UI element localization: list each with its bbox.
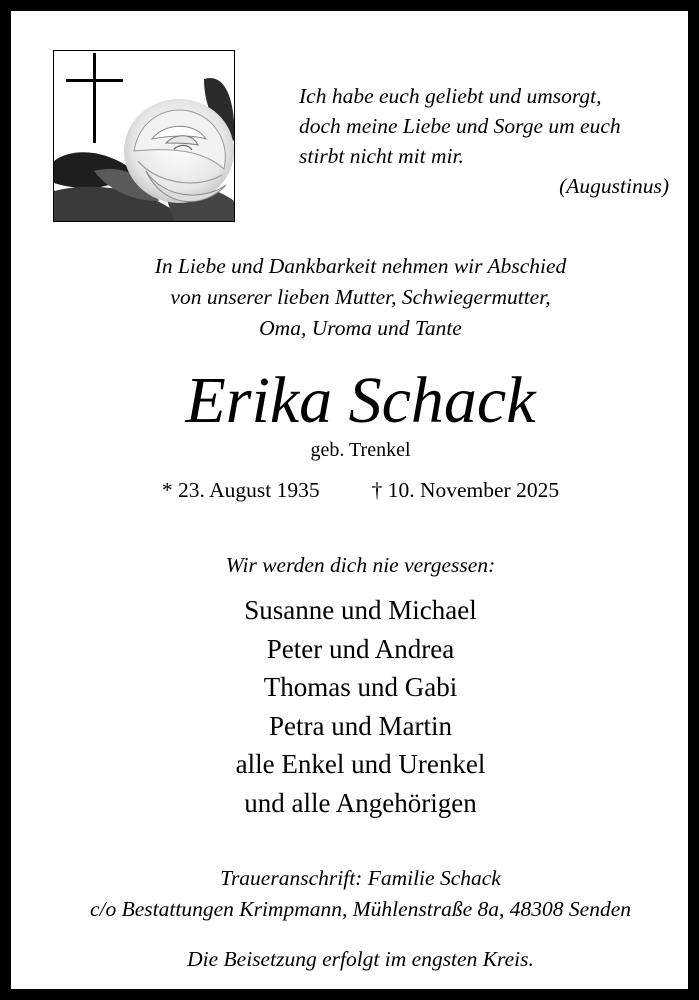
- address-line: c/o Bestattungen Krimpmann, Mühlenstraße 8a, 48308 Senden: [89, 897, 632, 921]
- quote-line: stirbt nicht mit mir.: [299, 144, 464, 168]
- quote-block: [299, 81, 679, 198]
- intro-line: In Liebe und Dankbarkeit nehmen wir Abschied: [154, 254, 567, 278]
- quote-author: (Augustinus): [559, 174, 669, 198]
- life-dates: [22, 476, 699, 504]
- mourners-list: [22, 591, 699, 822]
- birth-date: * 23. August 1935: [161, 478, 320, 502]
- intro-line: von unserer lieben Mutter, Schwiegermutter,: [170, 285, 551, 309]
- burial-note: Die Beisetzung erfolgt im engsten Kreis.: [187, 947, 534, 971]
- rose-icon: [54, 51, 234, 221]
- quote-line: doch meine Liebe und Sorge um euch: [299, 114, 621, 138]
- mourner-name: Peter und Andrea: [266, 633, 455, 664]
- mourner-name: Petra und Martin: [269, 710, 452, 741]
- quote-line: Ich habe euch geliebt und umsorgt,: [299, 84, 602, 108]
- mourners-heading: Wir werden dich nie vergessen:: [225, 553, 496, 577]
- mourner-name: Thomas und Gabi: [263, 672, 458, 702]
- death-date: † 10. November 2025: [371, 478, 560, 502]
- rose-with-cross-image: [53, 50, 235, 222]
- address-line: Traueranschrift: Familie Schack: [220, 866, 501, 890]
- mourner-name: Susanne und Michael: [244, 595, 477, 625]
- maiden-name: geb. Trenkel: [310, 439, 411, 461]
- mourning-address: [22, 863, 699, 925]
- mourner-name: und alle Angehörigen: [244, 787, 477, 818]
- intro-line: Oma, Uroma und Tante: [259, 316, 462, 340]
- mourner-name: alle Enkel und Urenkel: [235, 749, 486, 779]
- deceased-name: Erika Schack: [185, 364, 536, 437]
- intro-text: [22, 251, 699, 344]
